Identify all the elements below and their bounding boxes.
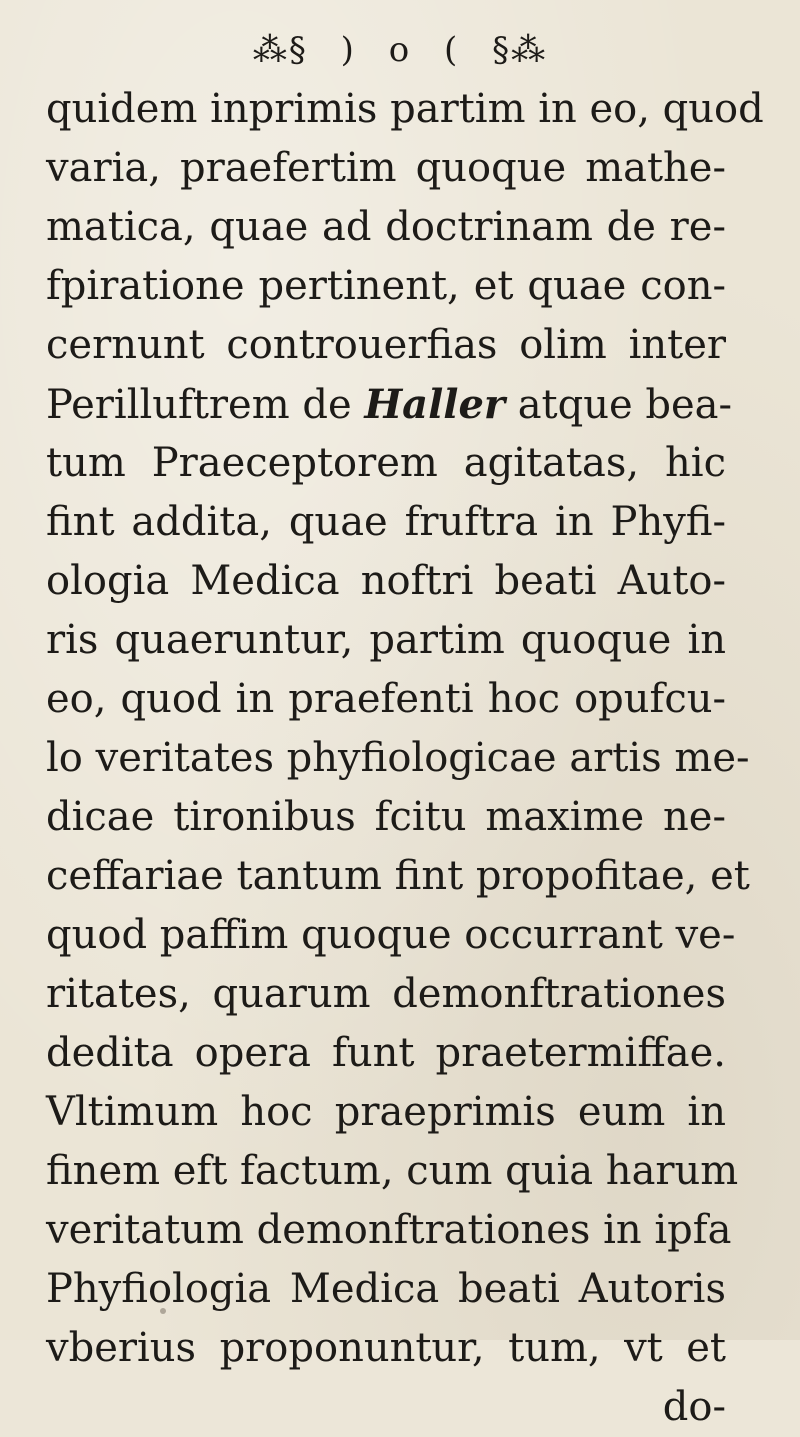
right-paren: ( (444, 30, 460, 70)
text-line: dedita opera funt praetermiffae. (46, 1030, 726, 1076)
right-ornament: §⁂ (492, 30, 548, 70)
body-text (46, 80, 764, 1437)
text-line: dicae tironibus fcitu maxime ne- (46, 794, 726, 840)
text-line: vberius proponuntur, tum, vt et (46, 1325, 726, 1371)
text-line: varia, praefertim quoque mathe- (46, 145, 726, 191)
center-mark: o (388, 30, 412, 70)
paper-speck (160, 1308, 166, 1314)
text-line: finem eft factum, cum quia harum (46, 1148, 739, 1194)
text-line: matica, quae ad doctrinam de re- (46, 204, 726, 250)
text-line: cernunt controuerfias olim inter (46, 322, 726, 368)
text-line: quod paffim quoque occurrant ve- (46, 912, 736, 958)
catchword: do- (662, 1384, 726, 1430)
text-line: ris quaeruntur, partim quoque in (46, 617, 726, 663)
text-line: fint addita, quae fruftra in Phyfi- (46, 499, 726, 545)
text-line: Perilluftrem de Haller atque bea- (46, 381, 733, 428)
left-ornament: ⁂§ (252, 30, 308, 70)
text-line: ologia Medica noftri beati Auto- (46, 558, 726, 604)
text-line: ritates, quarum demonftrationes (46, 971, 726, 1017)
left-paren: ) (340, 30, 356, 70)
text-line: veritatum demonftrationes in ipfa (46, 1207, 732, 1253)
text-line: eo, quod in praefenti hoc opufcu- (46, 676, 726, 722)
text-line: ceffariae tantum fint propofitae, et (46, 853, 750, 899)
text-line: Vltimum hoc praeprimis eum in (46, 1089, 726, 1135)
text-line: lo veritates phyfiologicae artis me- (46, 735, 750, 781)
italic-name: Haller (364, 381, 505, 428)
page-header-ornament (0, 30, 800, 70)
text-line: Phyfiologia Medica beati Autoris (46, 1266, 726, 1312)
text-line: tum Praeceptorem agitatas, hic (46, 440, 726, 486)
text-line: fpiratione pertinent, et quae con- (46, 263, 726, 309)
text-line: quidem inprimis partim in eo, quod (46, 86, 764, 132)
